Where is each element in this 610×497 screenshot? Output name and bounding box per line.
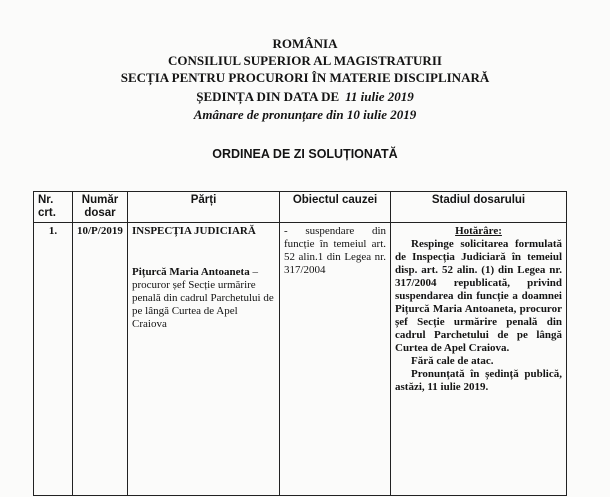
table-header-row [34, 192, 567, 223]
cell-nr: 1. [34, 223, 73, 496]
col-dosar: Număr dosar [73, 192, 128, 223]
person-role: – procuror șef Secție urmărire penală din cadrul Parchetului de pe lângă Curtea de Apel Craiova [132, 266, 274, 330]
hotarare-text: Respinge solicitarea formulată de Inspecția Judiciară în temeiul disp. art. 52 alin. (1) din Legea nr. 317/2004 republicată, privind suspendarea din funcție a doamnei Pițurcă Maria Antoaneta, procuror șef Secție urmărire penală din cadrul Parchetului de pe lângă Curtea de Apel Craiova. [395, 238, 562, 354]
person-name: Pițurcă Maria Antoaneta [132, 266, 250, 278]
col-stadiu: Stadiul dosarului [391, 192, 567, 223]
cell-obiect: - suspendare din funcție în temeiul art. 52 alin.1 din Legea nr. 317/2004 [280, 223, 391, 496]
header-postponed: Amânare de pronunțare din 10 iulie 2019 [193, 107, 417, 122]
cell-stadiu [391, 223, 567, 496]
session-date: 11 iulie 2019 [345, 89, 414, 104]
page-title: ORDINEA DE ZI SOLUȚIONATĂ [212, 147, 398, 161]
cell-dosar: 10/P/2019 [73, 223, 128, 496]
cell-parti [128, 223, 280, 496]
fara-cale-atac: Fără cale de atac. [411, 355, 494, 367]
table-row [34, 223, 567, 496]
col-parti: Părți [128, 192, 280, 223]
col-obiect: Obiectul cauzei [280, 192, 391, 223]
agenda-table [33, 191, 567, 496]
party-institution: INSPECȚIA JUDICIARĂ [132, 225, 256, 237]
header-country: ROMÂNIA [272, 36, 338, 51]
col-nr: Nr. crt. [34, 192, 73, 223]
header-council: CONSILIUL SUPERIOR AL MAGISTRATURII [168, 53, 442, 68]
header-session [0, 89, 610, 105]
party-person [132, 266, 275, 331]
session-label: ȘEDINȚA DIN DATA DE [196, 89, 340, 104]
header-section: SECȚIA PENTRU PROCURORI ÎN MATERIE DISCIPLINARĂ [120, 70, 490, 85]
hotarare-label: Hotărâre: [455, 225, 502, 237]
pronuntata: Pronunțată în ședință publică, astăzi, 11 iulie 2019. [395, 368, 562, 393]
